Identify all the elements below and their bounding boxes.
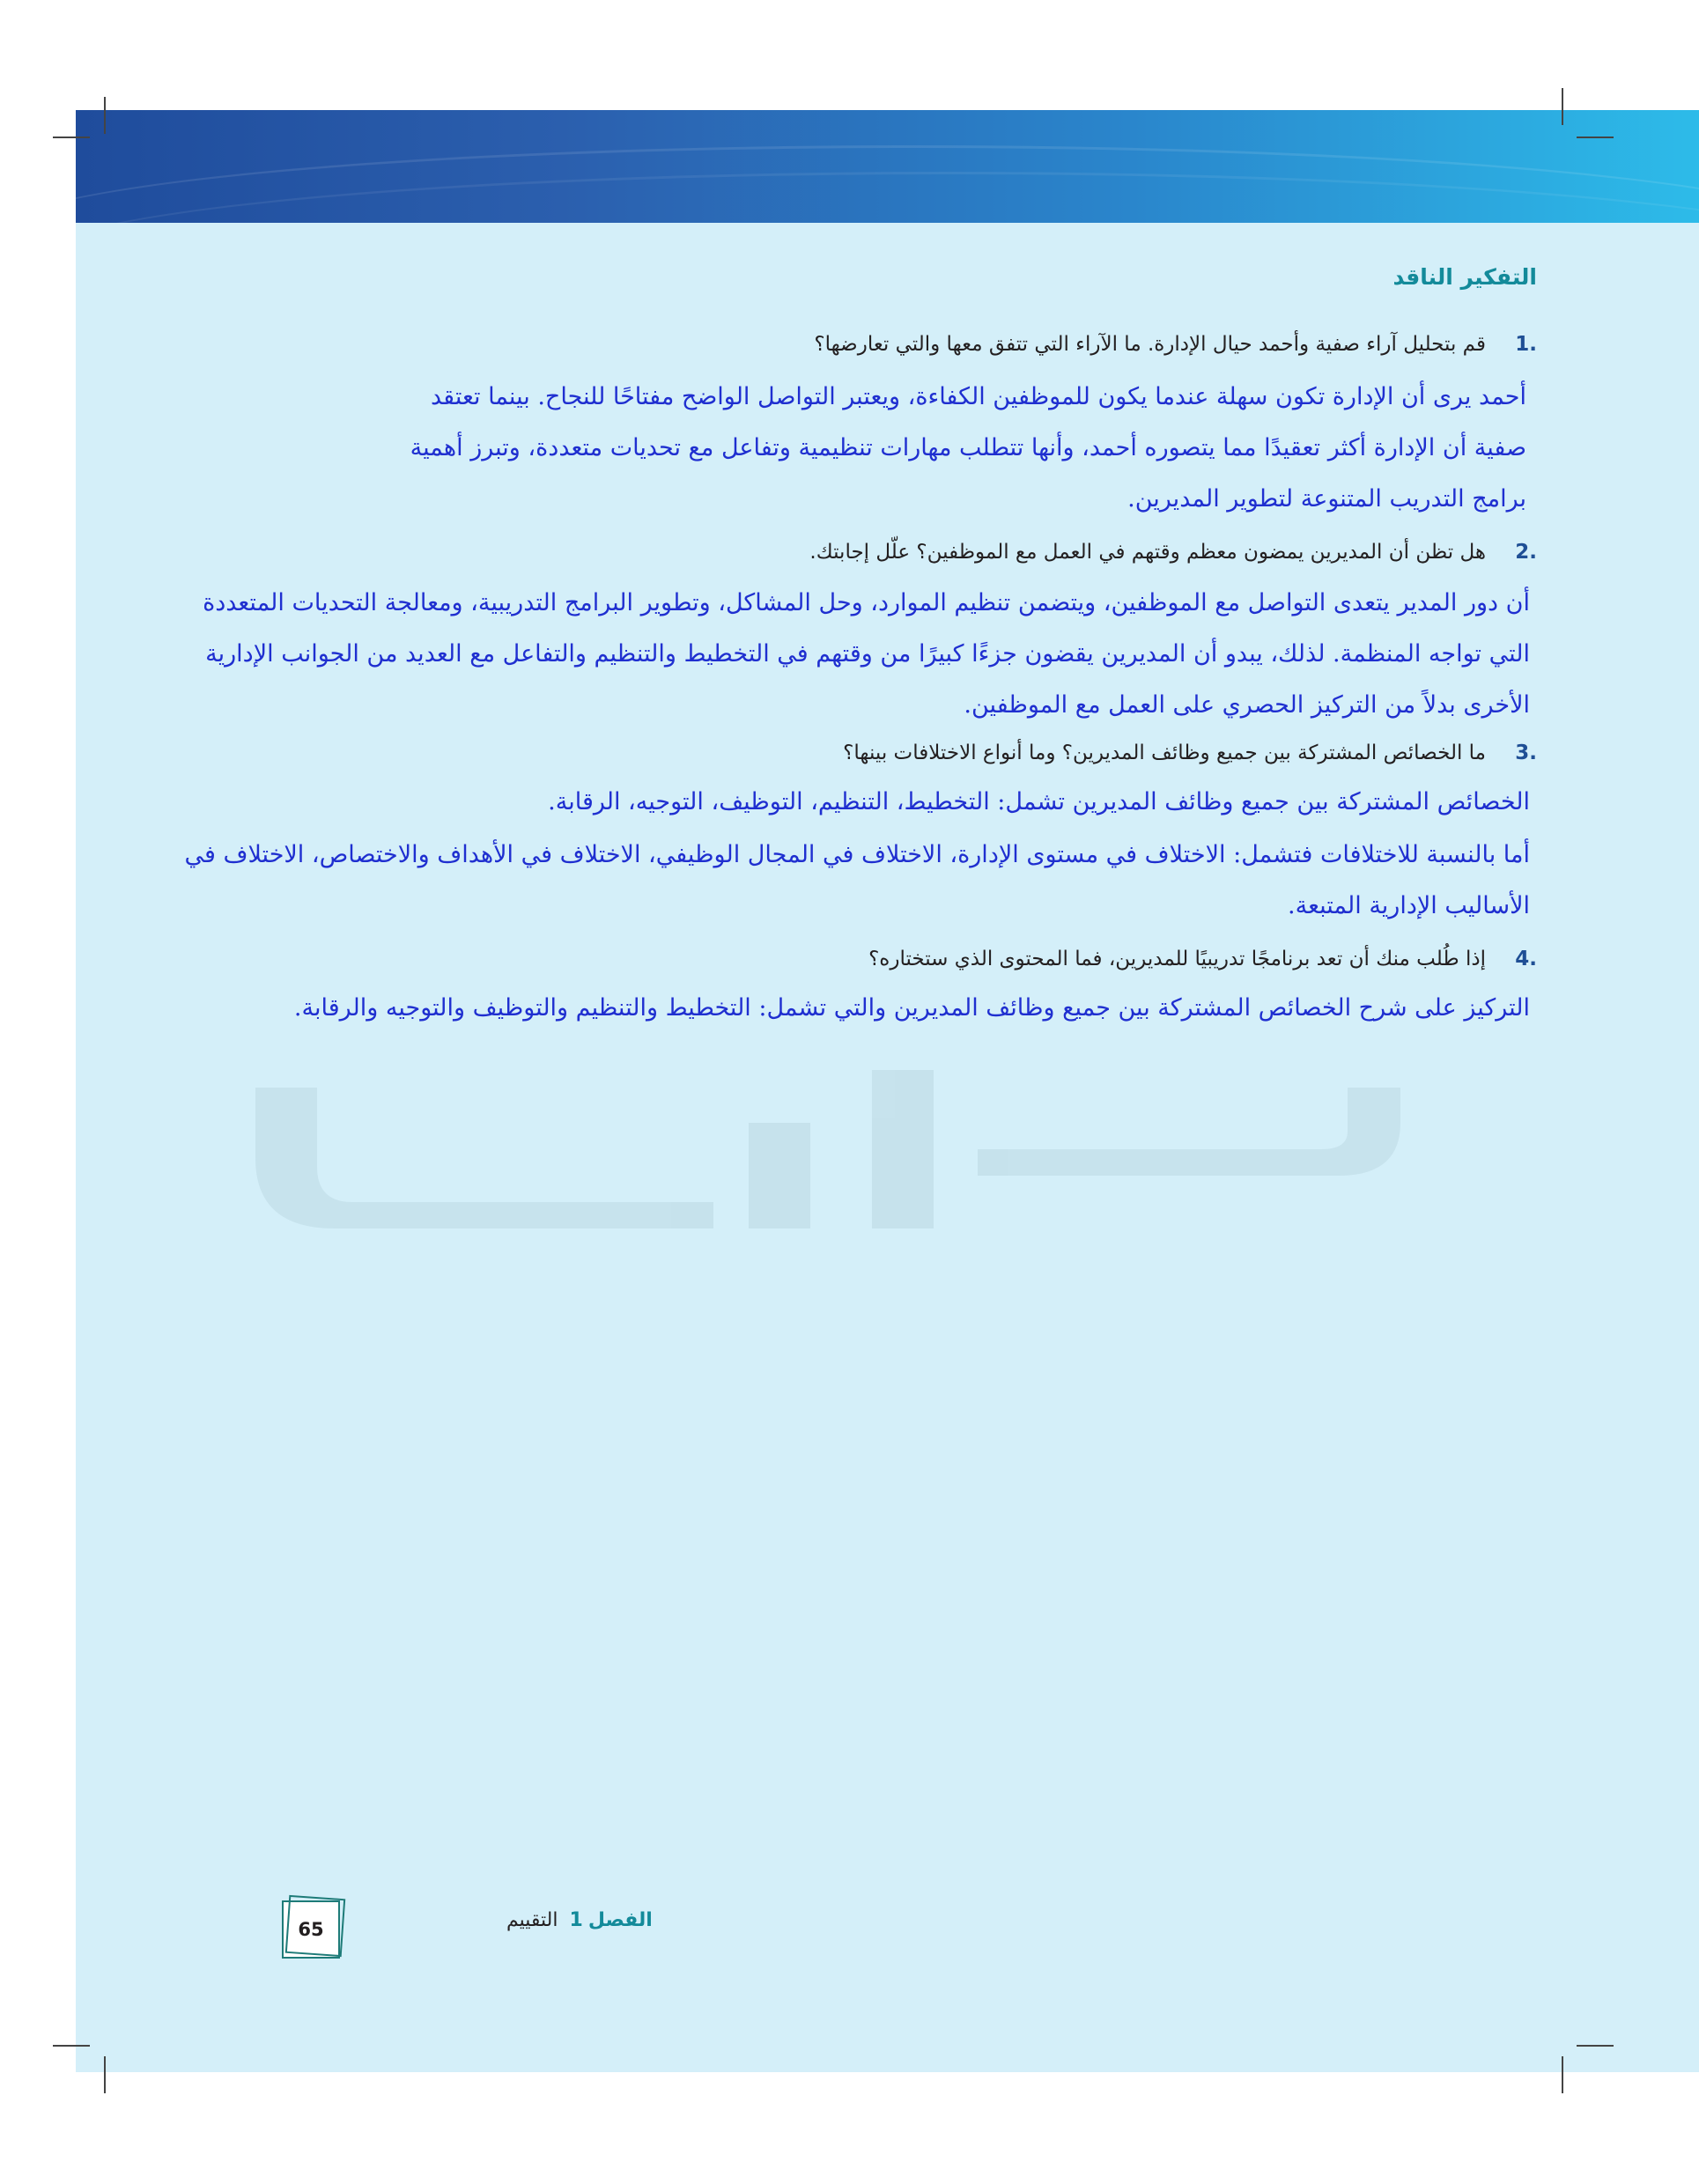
crop-mark <box>1577 2045 1614 2047</box>
question-1 <box>711 322 1537 366</box>
answer-3-common: الخصائص المشتركة بين جميع وظائف المديرين تشمل: التخطيط، التنظيم، التوظيف، التوجيه، الرقابة. <box>548 788 1530 815</box>
chapter-number: 1 <box>569 1909 583 1931</box>
crop-mark <box>53 2045 90 2047</box>
chapter-label <box>506 1909 653 1931</box>
question-text: قم بتحليل آراء صفية وأحمد حيال الإدارة. ما الآراء التي تتفق معها والتي تعارضها؟ <box>814 333 1486 356</box>
question-4 <box>711 937 1537 981</box>
page-number: 65 <box>298 1919 324 1940</box>
crop-mark <box>53 136 90 138</box>
answer-2: أن دور المدير يتعدى التواصل مع الموظفين، ويتضمن تنظيم الموارد، وحل المشاكل، وتطوير البرامج التدريبية، ومعالجة التحديات المتعددة التي تواجه المنظمة. لذلك، يبدو أن المديرين يقضون جزءًا كبيرًا من وقتهم في التخطيط والتنظيم والتفاعل مع العديد من الجوانب الإدارية الأخرى بدلاً من التركيز الحصري على العمل مع الموظفين. <box>203 589 1530 719</box>
crop-mark <box>1562 2056 1563 2093</box>
crop-mark <box>1577 136 1614 138</box>
critical-thinking-section <box>176 264 1537 1034</box>
answer-4: التركيز على شرح الخصائص المشتركة بين جميع وظائف المديرين والتي تشمل: التخطيط والتنظيم والتوظيف والتوجيه والرقابة. <box>293 994 1530 1022</box>
question-number: .1 <box>1515 333 1537 356</box>
crop-mark <box>104 2056 106 2093</box>
chapter-title: التقييم <box>506 1909 558 1931</box>
page-footer <box>282 1900 1427 1962</box>
page-number-badge <box>282 1900 340 1959</box>
question-2 <box>711 530 1537 574</box>
answer-3-differences: أما بالنسبة للاختلافات فتشمل: الاختلاف في مستوى الإدارة، الاختلاف في المجال الوظيفي، الاختلاف في الأهداف والاختصاص، الاختلاف في الأساليب الإدارية المتبعة. <box>184 841 1530 919</box>
chapter-word: الفصل <box>587 1909 653 1931</box>
question-text: إذا طُلب منك أن تعد برنامجًا تدريبيًا للمديرين، فما المحتوى الذي ستختاره؟ <box>868 948 1486 970</box>
question-number: .4 <box>1515 948 1537 970</box>
section-title: التفكير الناقد <box>1392 264 1537 290</box>
crop-mark <box>1562 88 1563 125</box>
answer-1: أحمد يرى أن الإدارة تكون سهلة عندما يكون للموظفين الكفاءة، ويعتبر التواصل الواضح مفتاحًا للنجاح. بينما تعتقد صفية أن الإدارة أكثر تعقيدًا مما يتصوره أحمد، وأنها تتطلب مهارات تنظيمية وتفاعل مع تحديات متعددة، وتبرز أهمية برامج التدريب المتنوعة لتطوير المديرين. <box>410 383 1526 513</box>
crop-mark <box>104 97 106 134</box>
question-text: ما الخصائص المشتركة بين جميع وظائف المديرين؟ وما أنواع الاختلافات بينها؟ <box>843 742 1486 764</box>
question-number: .3 <box>1515 742 1537 764</box>
question-number: .2 <box>1515 541 1537 564</box>
question-3 <box>711 731 1537 775</box>
question-text: هل تظن أن المديرين يمضون معظم وقتهم في العمل مع الموظفين؟ علّل إجابتك. <box>809 541 1486 564</box>
header-band <box>76 110 1699 223</box>
